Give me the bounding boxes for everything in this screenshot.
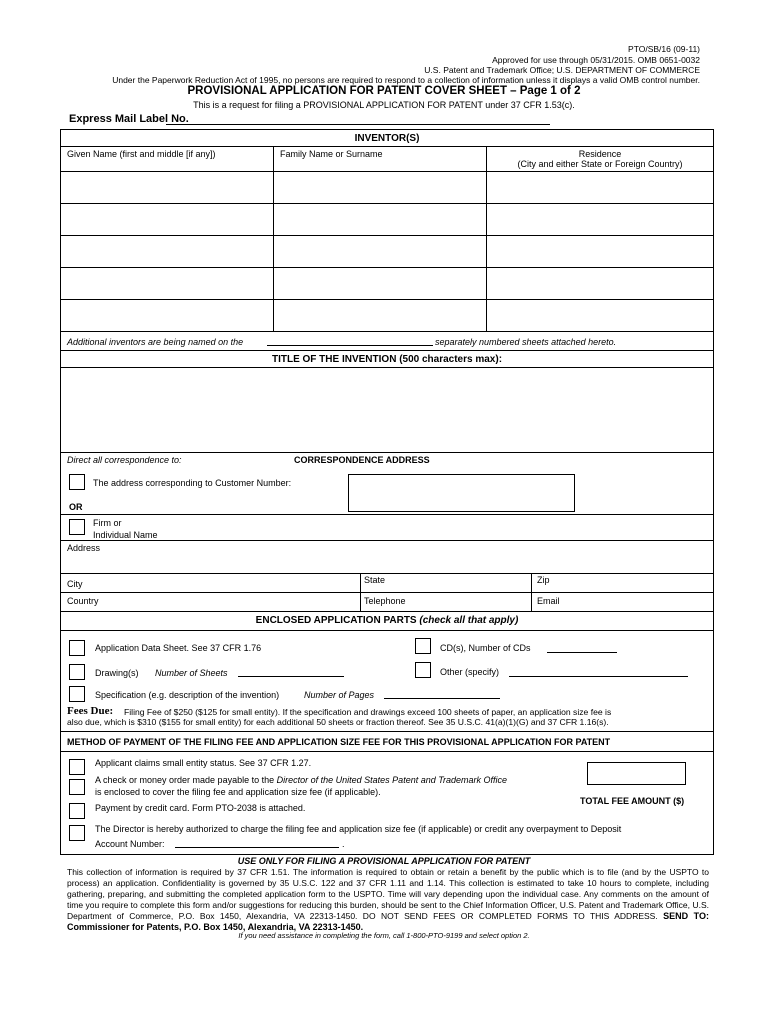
fees-due-label: Fees Due:: [67, 705, 114, 717]
check-payment-line-2: is enclosed to cover the filing fee and application size fee (if applicable).: [95, 787, 381, 797]
burden-statement: [67, 867, 709, 933]
form-number: PTO/SB/16 (09-11): [628, 44, 700, 54]
inventor-1-family-field[interactable]: [274, 172, 486, 203]
zip-label: Zip: [537, 575, 550, 585]
invention-title-field[interactable]: [61, 368, 713, 452]
deposit-account-checkbox[interactable]: [69, 825, 85, 841]
drawings-label: Drawing(s): [95, 668, 139, 678]
small-entity-checkbox[interactable]: [69, 759, 85, 775]
inventor-1-given-field[interactable]: [61, 172, 273, 203]
credit-card-checkbox[interactable]: [69, 803, 85, 819]
inventor-3-given-field[interactable]: [61, 236, 273, 267]
specification-checkbox[interactable]: [69, 686, 85, 702]
inventor-4-family-field[interactable]: [274, 268, 486, 299]
direct-correspondence-label: Direct all correspondence to:: [67, 455, 182, 465]
enclosed-parts-heading: [60, 615, 714, 626]
specification-label: Specification (e.g. description of the invention): [95, 690, 280, 700]
burden-text: This collection of information is required by 37 CFR 1.51. The information is required to obtain or retain a benefit by the public which is to file (and by the USPTO to process) an application. Confidentiality is governed by 35 U.S.C. 122 and 37 CFR 1.11 and 1.14. This collection is estimated to take 10 hours to complete, including gathering, preparing, and submitting the completed application form to the USPTO. Time will vary depending upon the individual case. Any comments on the amount of time you require to complete this form and/or suggestions for reducing this burden, should be sent to the Chief Information Officer, U.S. Patent and Trademark Office, U.S. Department of Commerce, P.O. Box 1450, Alexandria, VA 22313-1450. DO NOT SEND FEES OR COMPLETED FORMS TO THIS ADDRESS.: [67, 867, 709, 921]
col-residence-detail: (City and either State or Foreign Country): [517, 159, 683, 169]
small-entity-label: Applicant claims small entity status. See 37 CFR 1.27.: [95, 758, 312, 768]
agency-text: U.S. Patent and Trademark Office; U.S. DEPARTMENT OF COMMERCE: [424, 65, 700, 75]
number-of-sheets-field[interactable]: [238, 676, 344, 677]
telephone-label: Telephone: [364, 596, 406, 606]
col-given-name: Given Name (first and middle [if any]): [67, 149, 216, 159]
page-subtitle: This is a request for filing a PROVISIONAL APPLICATION FOR PATENT under 37 CFR 1.53(c).: [193, 100, 575, 110]
inventor-4-residence-field[interactable]: [487, 268, 713, 299]
state-label: State: [364, 575, 386, 585]
express-mail-label: Express Mail Label No.: [69, 113, 189, 125]
divider: [60, 751, 714, 752]
additional-inventors-prefix: Additional inventors are being named on the: [67, 337, 244, 347]
inventor-5-given-field[interactable]: [61, 300, 273, 331]
account-number-label: Account Number:: [95, 839, 165, 849]
address-label: Address: [67, 543, 101, 553]
cds-checkbox[interactable]: [415, 638, 431, 654]
use-only-notice: USE ONLY FOR FILING A PROVISIONAL APPLICATION FOR PATENT: [237, 856, 531, 866]
ads-checkbox[interactable]: [69, 640, 85, 656]
page-title: PROVISIONAL APPLICATION FOR PATENT COVER SHEET – Page 1 of 2: [187, 85, 581, 97]
inventor-4-given-field[interactable]: [61, 268, 273, 299]
col-residence: Residence: [578, 149, 622, 159]
divider: [60, 452, 714, 453]
enclosed-parts-instruction: (check all that apply): [419, 615, 519, 626]
inventor-5-residence-field[interactable]: [487, 300, 713, 331]
credit-card-label: Payment by credit card. Form PTO-2038 is attached.: [95, 803, 306, 813]
individual-name-label: Individual Name: [93, 530, 158, 540]
divider: [60, 573, 714, 574]
customer-number-label: The address corresponding to Customer Number:: [93, 478, 292, 488]
divider: [60, 331, 714, 332]
paperwork-notice: Under the Paperwork Reduction Act of 1995, no persons are required to respond to a collection of information unless it displays a valid OMB control number.: [112, 75, 700, 85]
divider: [60, 731, 714, 732]
divider: [60, 611, 714, 612]
inventor-1-residence-field[interactable]: [487, 172, 713, 203]
or-label: OR: [69, 502, 83, 512]
check-payment-label: [95, 775, 507, 785]
additional-sheets-field[interactable]: [267, 345, 433, 346]
total-fee-field[interactable]: [587, 762, 686, 785]
other-label: Other (specify): [440, 667, 500, 677]
check-payment-checkbox[interactable]: [69, 779, 85, 795]
number-of-pages-field[interactable]: [384, 698, 500, 699]
divider: [60, 630, 714, 631]
other-specify-field[interactable]: [509, 676, 688, 677]
drawings-checkbox[interactable]: [69, 664, 85, 680]
inventor-2-given-field[interactable]: [61, 204, 273, 235]
email-label: Email: [537, 596, 560, 606]
firm-name-field[interactable]: [200, 515, 713, 540]
fees-line-2: also due, which is $310 ($155 for small entity) for each additional 50 sheets or fraction thereof. See 35 U.S.C. 41(a)(1)(G) and 37 CFR 1.16(s).: [67, 717, 609, 727]
divider: [60, 350, 714, 351]
divider: [60, 146, 714, 147]
check-payment-prefix: A check or money order made payable to the: [95, 775, 275, 785]
firm-label: Firm or: [93, 518, 122, 528]
customer-number-field[interactable]: [348, 474, 575, 512]
inventor-3-residence-field[interactable]: [487, 236, 713, 267]
enclosed-parts-title: ENCLOSED APPLICATION PARTS: [255, 615, 417, 626]
number-of-pages-label: Number of Pages: [304, 690, 375, 700]
additional-inventors-suffix: separately numbered sheets attached hereto.: [435, 337, 617, 347]
address-field[interactable]: [120, 541, 713, 573]
assistance-notice: If you need assistance in completing the form, call 1-800-PTO-9199 and select option 2.: [238, 931, 530, 940]
check-payee: Director of the United States Patent and Trademark Office: [276, 775, 508, 785]
cds-label: CD(s), Number of CDs: [440, 643, 531, 653]
city-label: City: [67, 579, 83, 589]
country-label: Country: [67, 596, 99, 606]
invention-title-heading: TITLE OF THE INVENTION (500 characters max):: [271, 354, 503, 365]
number-of-sheets-label: Number of Sheets: [155, 668, 228, 678]
express-mail-field[interactable]: [166, 124, 550, 125]
ads-label: Application Data Sheet. See 37 CFR 1.76: [95, 643, 262, 653]
correspondence-heading: CORRESPONDENCE ADDRESS: [294, 455, 430, 465]
total-fee-label: TOTAL FEE AMOUNT ($): [580, 796, 685, 806]
inventor-3-family-field[interactable]: [274, 236, 486, 267]
col-family-name: Family Name or Surname: [280, 149, 383, 159]
other-checkbox[interactable]: [415, 662, 431, 678]
customer-number-checkbox[interactable]: [69, 474, 85, 490]
firm-name-checkbox[interactable]: [69, 519, 85, 535]
account-number-period: .: [342, 839, 345, 849]
director-authorization-label: The Director is hereby authorized to charge the filing fee and application size fee (if applicable) or credit any overpayment to Deposit: [95, 824, 622, 834]
payment-heading: METHOD OF PAYMENT OF THE FILING FEE AND APPLICATION SIZE FEE FOR THIS PROVISIONAL APPLICATION FOR PATENT: [67, 737, 611, 747]
account-number-field[interactable]: [175, 847, 339, 848]
inventor-2-family-field[interactable]: [274, 204, 486, 235]
send-to-address: SEND TO: Commissioner for Patents, P.O. Box 1450, Alexandria, VA 22313-1450.: [67, 911, 709, 932]
cds-number-field[interactable]: [547, 652, 617, 653]
inventor-5-family-field[interactable]: [274, 300, 486, 331]
divider: [60, 592, 714, 593]
inventor-2-residence-field[interactable]: [487, 204, 713, 235]
approval-text: Approved for use through 05/31/2015. OMB 0651-0032: [492, 55, 700, 65]
fees-line-1: Filing Fee of $250 ($125 for small entity). If the specification and drawings exceed 100 sheets of paper, an application size fee is: [124, 707, 612, 717]
inventors-heading: INVENTOR(S): [354, 133, 420, 144]
